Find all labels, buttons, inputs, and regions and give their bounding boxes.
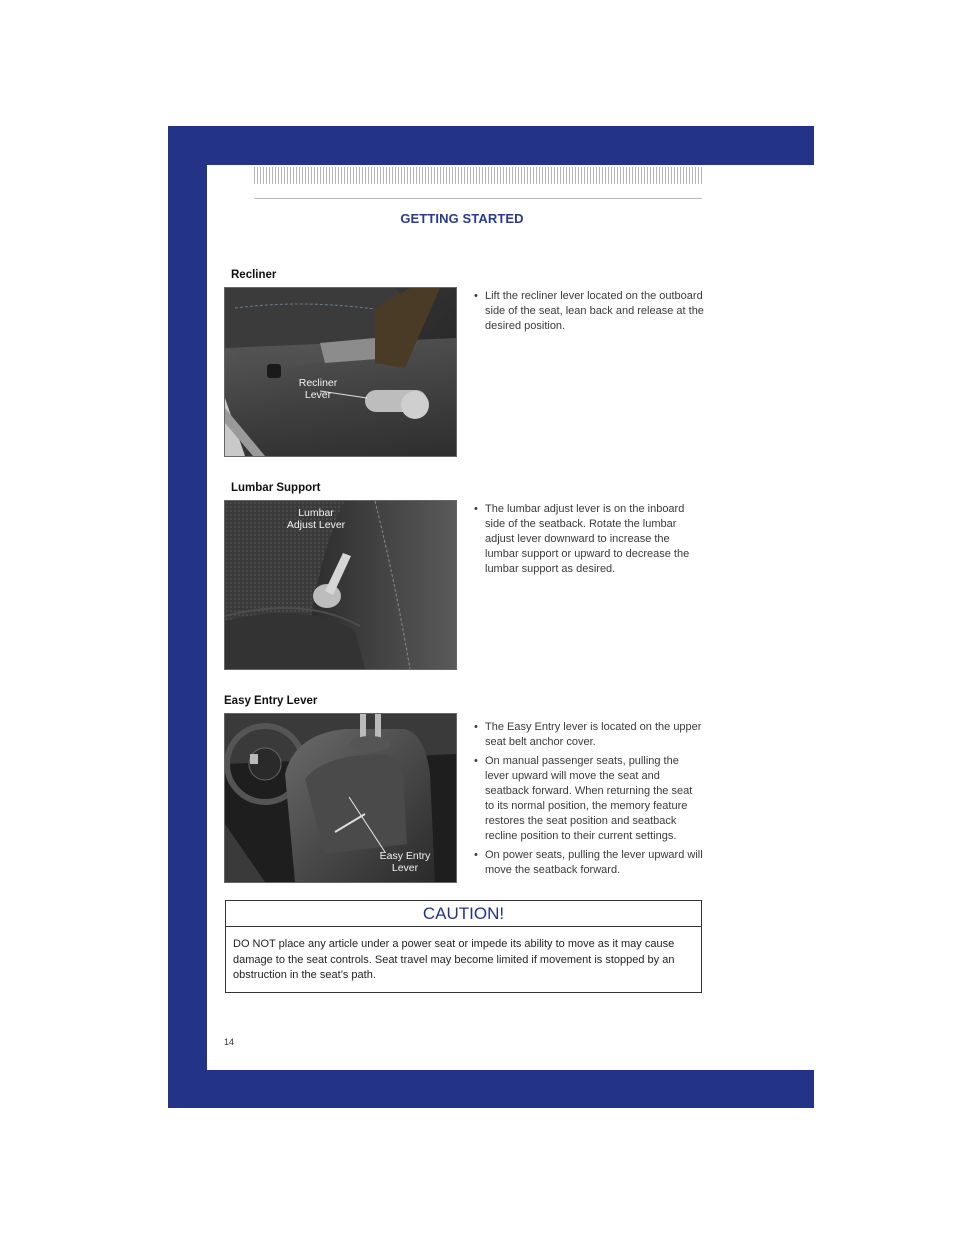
recliner-bullets: [472, 289, 704, 338]
section-title: GETTING STARTED: [400, 211, 524, 226]
list-item: • The Easy Entry lever is located on the upper seat belt anchor cover.: [472, 720, 704, 750]
list-item: • Lift the recliner lever located on the outboard side of the seat, lean back and release at the desired position.: [472, 289, 704, 334]
list-item: • On power seats, pulling the lever upward will move the seatback forward.: [472, 848, 704, 878]
easy-entry-bullets: [472, 720, 704, 882]
header-divider: [254, 198, 702, 199]
lumbar-callout-line2: Adjust Lever: [286, 519, 346, 531]
recliner-callout-line2: Lever: [304, 389, 332, 401]
lumbar-callout: [283, 507, 349, 531]
lumbar-callout-line1: Lumbar: [298, 507, 334, 519]
recliner-photo: [224, 287, 457, 457]
page-number: 14: [224, 1037, 235, 1047]
recliner-heading: Recliner: [231, 269, 277, 281]
list-item: • On manual passenger seats, pulling the lever upward will move the seat and seatback forward. When returning the seat to its normal position, the memory feature restores the seat position and seatback recline position to their current settings.: [472, 754, 704, 844]
list-item: • The lumbar adjust lever is on the inboard side of the seatback. Rotate the lumbar adjust lever downward to increase the lumbar support or upward to decrease the lumbar support as desired.: [472, 502, 704, 577]
lumbar-heading: Lumbar Support: [231, 482, 321, 494]
caution-box: [225, 900, 702, 993]
lumbar-bullets: [472, 502, 704, 581]
decorative-tick-strip: [254, 167, 702, 184]
easy-entry-heading: Easy Entry Lever: [224, 695, 318, 707]
easy-entry-callout-line2: Lever: [391, 862, 419, 874]
recliner-callout-line1: Recliner: [298, 377, 338, 389]
easy-entry-callout-line1: Easy Entry: [379, 850, 431, 862]
caution-title: CAUTION!: [226, 901, 701, 927]
caution-text: DO NOT place any article under a power seat or impede its ability to move as it may cause damage to the seat controls. Seat travel may become limited if movement is stopped by an obstruction in the seat’s path.: [233, 938, 675, 981]
recliner-callout: [290, 377, 346, 401]
easy-entry-callout: [374, 850, 436, 874]
